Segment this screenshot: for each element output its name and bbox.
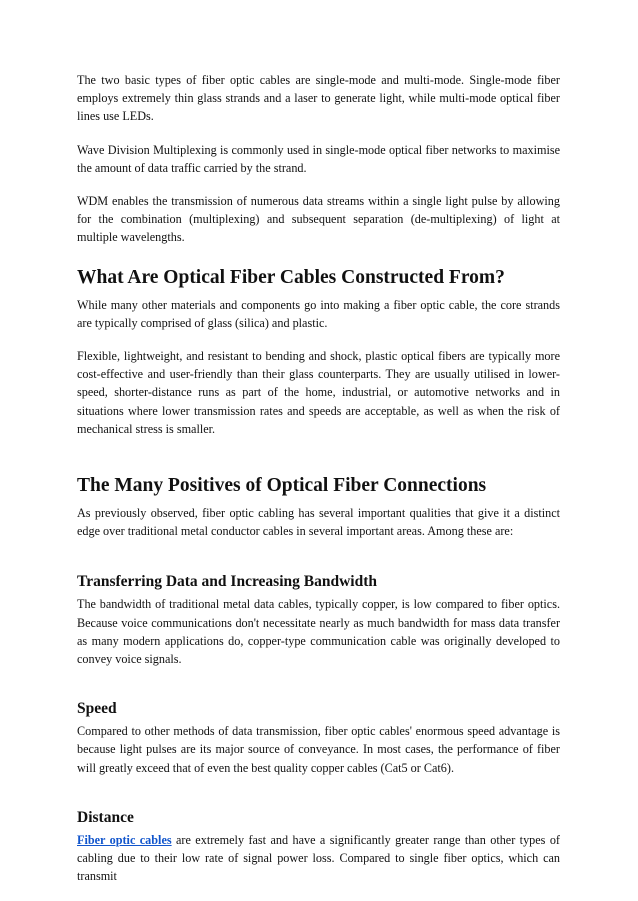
spacer	[77, 438, 560, 474]
heading-positives: The Many Positives of Optical Fiber Connections	[77, 475, 487, 497]
speed-paragraph: Compared to other methods of data transmission, fiber optic cables' enormous speed advantage is because light pulses are its major source of conveyance. In most cases, the performance of fiber will greatly exceed that of even the best quality copper cables (Cat5 or Cat6).	[77, 724, 560, 775]
heading-construction: What Are Optical Fiber Cables Constructed From?	[77, 266, 505, 288]
intro-paragraph-wdm-detail: WDM enables the transmission of numerous data streams within a single light pulse by allowing for the combination (multiplexing) and subsequent separation (de-multiplexing) of light at multiple wavelengths.	[77, 194, 560, 245]
construction-paragraph-materials: While many other materials and components go into making a fiber optic cable, the core strands are typically comprised of glass (silica) and plastic.	[77, 297, 560, 330]
positives-paragraph: As previously observed, fiber optic cabling has several important qualities that give it a distinct edge over traditional metal conductor cables in several important areas. Among these are:	[77, 506, 560, 539]
document-page	[77, 71, 560, 885]
distance-paragraph-text: are extremely fast and have a significantly greater range than other types of cabling due to their low rate of signal power loss. Compared to single fiber optics, which can transmit	[77, 832, 560, 884]
spacer	[77, 177, 560, 192]
distance-paragraph	[77, 831, 560, 886]
spacer	[77, 668, 560, 699]
intro-paragraph-wdm: Wave Division Multiplexing is commonly used in single-mode optical fiber networks to maximise the amount of data traffic carried by the strand.	[77, 142, 560, 175]
spacer	[77, 540, 560, 572]
spacer	[77, 126, 560, 141]
spacer	[77, 332, 560, 347]
bandwidth-paragraph: The bandwidth of traditional metal data cables, typically copper, is low compared to fiber optics. Because voice communications don't necessitate nearly as much bandwidth for mass data transfer as many modern applications do, copper-type communication cable was originally developed to convey voice signals.	[77, 597, 560, 667]
spacer	[77, 777, 560, 808]
heading-bandwidth: Transferring Data and Increasing Bandwidth	[77, 573, 377, 591]
heading-speed: Speed	[77, 700, 117, 718]
heading-distance: Distance	[77, 808, 134, 826]
fiber-optic-cables-link[interactable]: Fiber optic cables	[77, 832, 172, 847]
intro-paragraph-fiber-types: The two basic types of fiber optic cables are single-mode and multi-mode. Single-mode fiber employs extremely thin glass strands and a laser to generate light, while multi-mode optical fiber lines use LEDs.	[77, 73, 560, 124]
spacer	[77, 247, 560, 266]
construction-paragraph-plastic: Flexible, lightweight, and resistant to bending and shock, plastic optical fibers are typically more cost-effective and user-friendly than their glass counterparts. They are usually utilised in lower-speed, shorter-distance runs as part of the home, industrial, or automotive networks and in situations where lower transmission rates and speeds are acceptable, as well as when the risk of mechanical stress is smaller.	[77, 349, 560, 436]
